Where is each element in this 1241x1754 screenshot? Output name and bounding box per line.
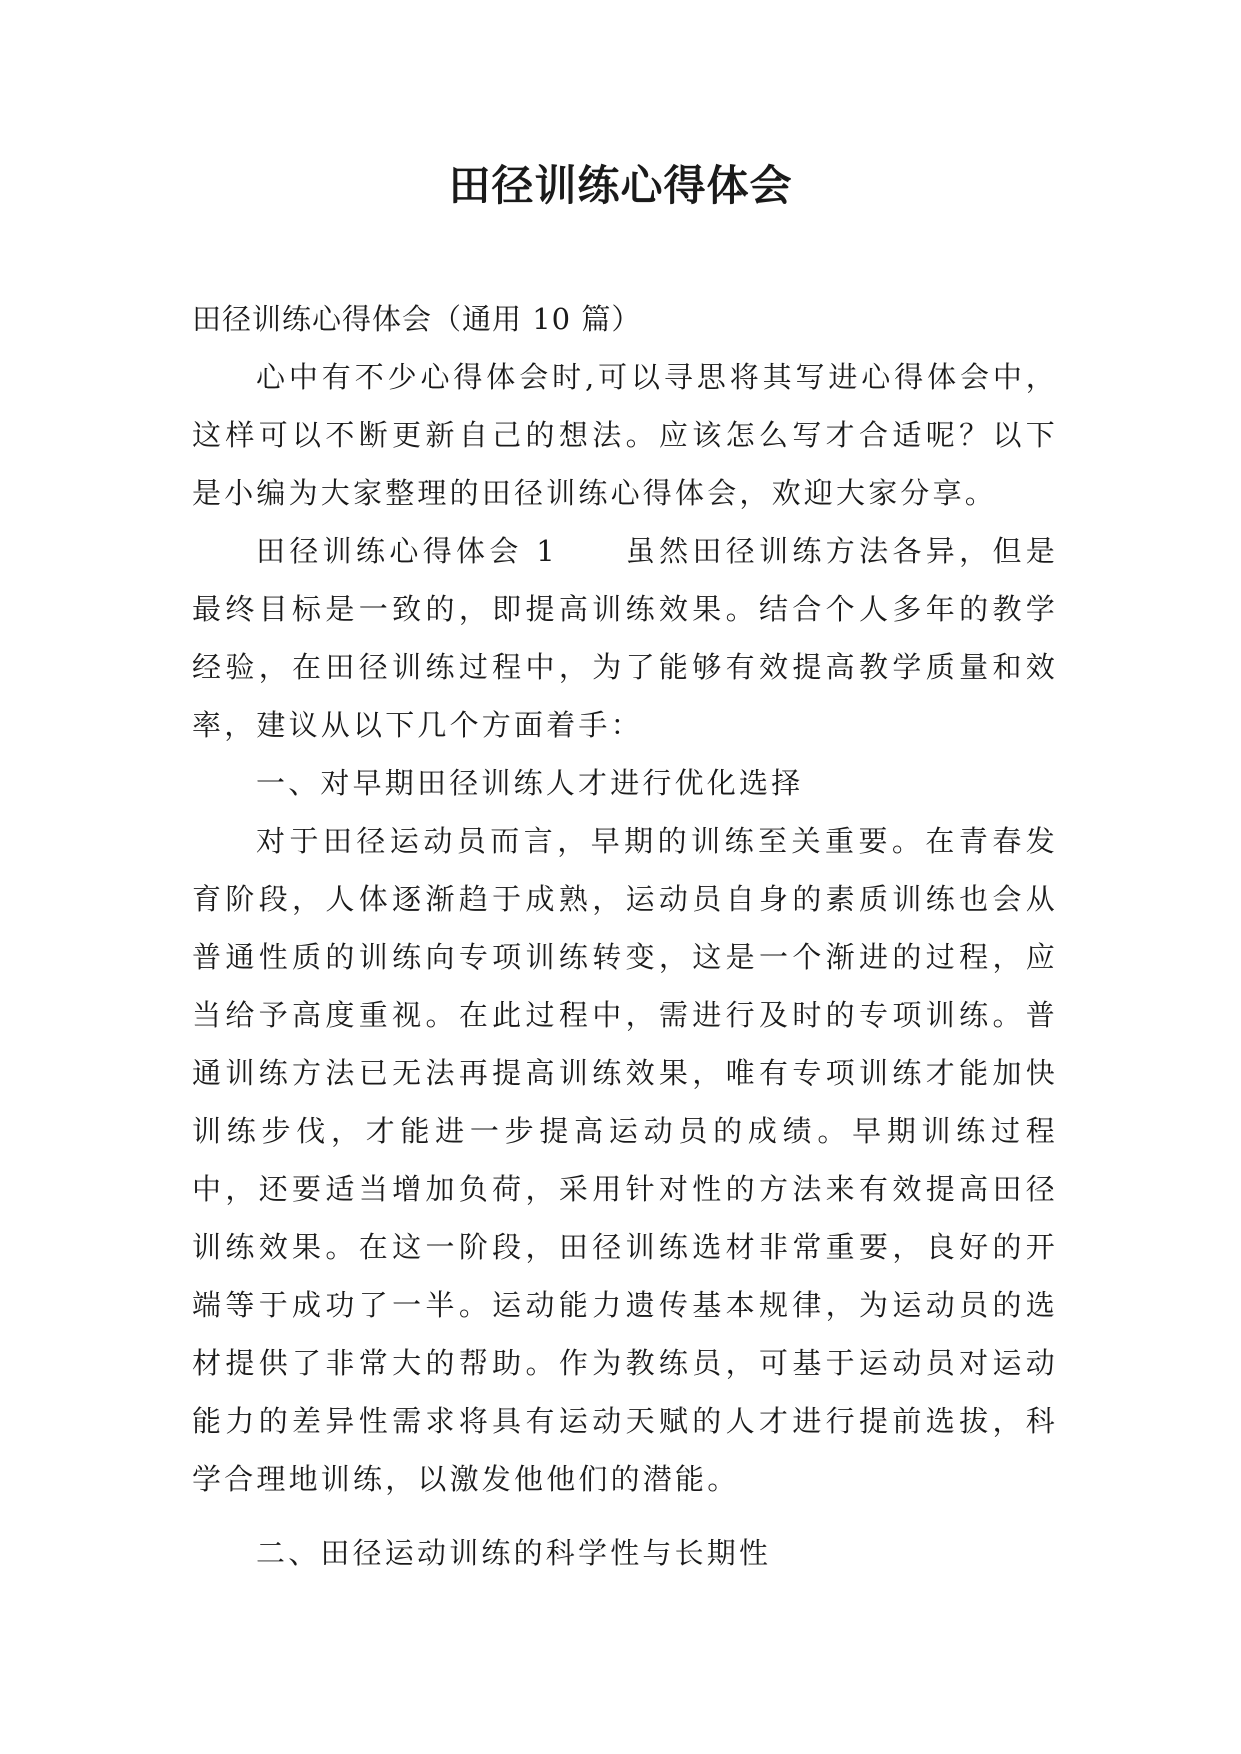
section-1-intro-paragraph: 田径训练心得体会 1 虽然田径训练方法各异，但是最终目标是一致的，即提高训练效果。结合个人多年的教学经验，在田径训练过程中，为了能够有效提高教学质量和效率，建议从以下几个方面着手： [192,534,1058,742]
section-1-body-paragraph: 对于田径运动员而言，早期的训练至关重要。在青春发育阶段，人体逐渐趋于成熟，运动员自身的素质训练也会从普通性质的训练向专项训练转变，这是一个渐进的过程，应当给予高度重视。在此过程中，需进行及时的专项训练。普通训练方法已无法再提高训练效果，唯有专项训练才能加快训练步伐，才能进一步提高运动员的成绩。早期训练过程中，还要适当增加负荷，采用针对性的方法来有效提高田径训练效果。在这一阶段，田径训练选材非常重要，良好的开端等于成功了一半。运动能力遗传基本规律，为运动员的选材提供了非常大的帮助。作为教练员，可基于运动员对运动能力的差异性需求将具有运动天赋的人才进行提前选拔，科学合理地训练，以激发他他们的潜能。 [192,824,1058,1496]
document-subtitle: 田径训练心得体会（通用 10 篇） [192,302,642,336]
section-heading-2: 二、田径运动训练的科学性与长期性 [256,1536,772,1570]
section-heading-1: 一、对早期田径训练人才进行优化选择 [256,766,804,800]
document-title: 田径训练心得体会 [448,161,793,210]
intro-paragraph: 心中有不少心得体会时,可以寻思将其写进心得体会中，这样可以不断更新自己的想法。应该怎么写才合适呢？以下是小编为大家整理的田径训练心得体会，欢迎大家分享。 [192,360,1058,510]
document-body [192,290,1058,1582]
